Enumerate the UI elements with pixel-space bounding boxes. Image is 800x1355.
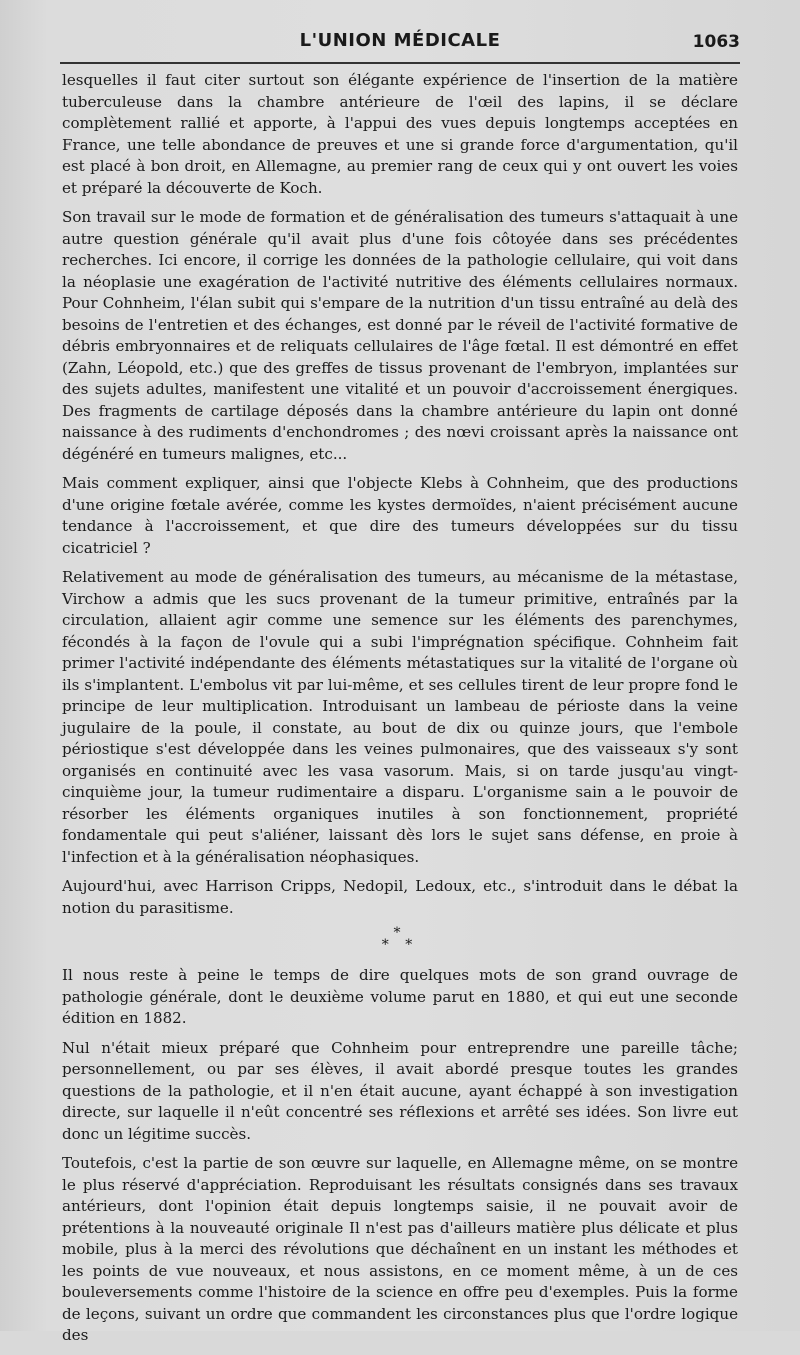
header-rule xyxy=(60,62,740,64)
section-separator xyxy=(62,927,738,951)
paragraph: Toutefois, c'est la partie de son œuvre sur laquelle, en Allemagne même, on se montre le plus réservé d'appréciation. Reproduisant les résultats consignés dans ses travaux antérieurs, dont l'opinion était depuis longtemps saisie, il ne pouvait avoir de prétentions à la nouveauté originale Il n'est pas d'ailleurs matière plus délicate et plus mobile, plus à la merci des révolutions que déchaînent en un instant les méthodes et les points de vue nouveaux, et nous assistons, en ce moment même, à un de ces bouleversements comme l'histoire de la science en offre peu d'exemples. Puis la forme de leçons, suivant un ordre que commandent les circonstances plus que l'ordre logique des xyxy=(62,1154,738,1344)
journal-title: L'UNION MÉDICALE xyxy=(299,30,501,51)
paragraph: Il nous reste à peine le temps de dire quelques mots de son grand ouvrage de pathologie générale, dont le deuxième volume parut en 1880, et qui eut une seconde édition en 1882. xyxy=(62,966,738,1027)
separator-top: * xyxy=(393,925,407,941)
paragraph: Relativement au mode de généralisation des tumeurs, au mécanisme de la métastase, Virchow a admis que les sucs provenant de la tumeur primitive, entraînés par la circulation, allaient agir comme une semence sur les éléments des parenchymes, fécondés à la façon de l'ovule qui a subi l'imprégnation spécifique. Cohnheim fait primer l'activité indépendante des éléments métastatiques sur la vitalité de l'organe où ils s'implantent. L'embolus vit par lui-même, et ses cellules tirent de leur propre fond le principe de leur multiplication. Introduisant un lambeau de périoste dans la veine jugulaire de la poule, il constate, au bout de dix ou quinze jours, que l'embole périostique s'est développée dans les veines pulmonaires, que des vaisseaux s'y sont organisés en continuité avec les vasa vasorum. Mais, si on tarde jusqu'au vingt-cinquième jour, la tumeur rudimentaire a disparu. L'organisme sain a le pouvoir de résorber les éléments organiques inutiles à son fonctionnement, propriété fondamentale qui peut s'aliéner, laissant dès lors le sujet sans défense, en proie à l'infection et à la généralisation néophasiques. xyxy=(62,568,738,866)
paragraph: Aujourd'hui, avec Harrison Cripps, Nedopil, Ledoux, etc., s'introduit dans le débat la notion du parasitisme. xyxy=(62,877,738,917)
page-header xyxy=(60,26,740,60)
paragraph: Mais comment expliquer, ainsi que l'objecte Klebs à Cohnheim, que des productions d'une origine fœtale avérée, comme les kystes dermoïdes, n'aient précisément aucune tendance à l'accroissement, et que dire des tumeurs développées sur du tissu cicatriciel ? xyxy=(62,474,738,557)
paragraph: Nul n'était mieux préparé que Cohnheim pour entreprendre une pareille tâche; personnellement, ou par ses élèves, il avait abordé presque toutes les grandes questions de la pathologie, et il n'en était aucune, ayant échappé à son investigation directe, sur laquelle il n'eût concentré ses réflexions et arrêté ses idées. Son livre eut donc un légitime succès. xyxy=(62,1038,738,1143)
separator-bottom: * * xyxy=(381,937,419,953)
paragraph: lesquelles il faut citer surtout son élégante expérience de l'insertion de la matière tuberculeuse dans la chambre antérieure de l'œil des lapins, il se déclare complètement rallié et apporte, à l'appui des vues depuis longtemps acceptées en France, une telle abondance de preuves et une si grande force d'argumentation, qu'il est placé à bon droit, en Allemagne, au premier rang de ceux qui y ont ouvert les voies et préparé la découverte de Koch. xyxy=(62,71,738,197)
page-number: 1063 xyxy=(692,32,740,52)
paragraph: Son travail sur le mode de formation et de généralisation des tumeurs s'attaquait à une autre question générale qu'il avait plus d'une fois côtoyée dans ses précédentes recherches. Ici encore, il corrige les données de la pathologie cellulaire, qui voit dans la néoplasie une exagération de l'activité nutritive des éléments cellulaires normaux. Pour Cohnheim, l'élan subit qui s'empare de la nutrition d'un tissu entraîné au delà des besoins de l'entretien et des échanges, est donné par le réveil de l'activité formative de débris embryonnaires et de reliquats cellulaires de l'âge fœtal. Il est démontré en effet (Zahn, Léopold, etc.) que des greffes de tissus provenant de l'embryon, implantées sur des sujets adultes, manifestent une vitalité et un pouvoir d'accroissement énergiques. Des fragments de cartilage déposés dans la chambre antérieure du lapin ont donné naissance à des rudiments d'enchondromes ; des nœvi croissant après la naissance ont dégénéré en tumeurs malignes, etc... xyxy=(62,208,738,463)
article-body xyxy=(62,70,738,1355)
